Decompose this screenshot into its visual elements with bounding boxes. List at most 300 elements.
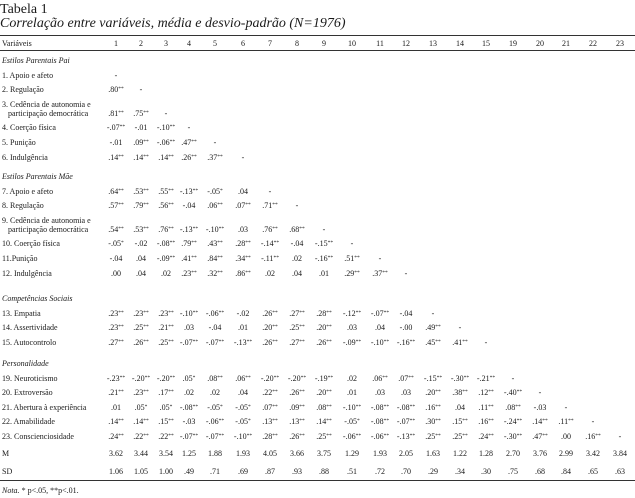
correlation-cell: -.04 [208,323,222,333]
significance-mark: ** [118,433,124,439]
correlation-cell [310,374,338,383]
cell-value: .26 [262,308,273,318]
correlation-cell [366,403,394,412]
significance-mark: ** [516,389,523,396]
cell-value: .23 [108,308,119,318]
cell-value: .28 [262,432,273,441]
stat-cell: 3.54 [159,449,173,458]
correlation-cell [175,269,203,278]
significance-mark: ** [355,338,362,345]
significance-mark: ** [192,187,199,194]
cell-value: -.10 [342,402,356,412]
row-label: 5. Punição [2,138,36,147]
cell-value: -.10 [370,337,384,347]
row-label: 19. Neuroticismo [2,373,58,383]
significance-mark: ** [542,433,548,439]
correlation-cell [283,225,311,234]
correlation-cell: - [295,201,299,211]
stat-cell: 3.66 [290,449,304,458]
significance-mark: ** [143,109,149,116]
correlation-cell [256,309,284,318]
correlation-cell [127,153,155,162]
significance-mark: * [356,418,360,425]
cell-value: -.16 [396,337,410,347]
header-column: 14 [456,39,464,48]
stat-cell: .75 [508,467,518,476]
significance-mark: ** [118,309,124,316]
significance-mark: ** [218,418,225,425]
correlation-cell [127,388,155,397]
table-subtitle: Correlação entre variáveis, média e desvio-padrão (N=1976) [0,16,346,31]
cell-value: .51 [344,254,355,263]
correlation-cell [102,323,130,332]
significance-mark: ** [326,324,332,331]
correlation-cell [579,432,607,441]
correlation-cell [102,85,130,94]
significance-mark: ** [382,374,388,381]
cell-value: -.15 [423,373,437,383]
correlation-cell [366,374,394,383]
significance-mark: ** [217,153,223,160]
cell-value: .47 [181,138,192,147]
correlation-cell [526,432,554,441]
significance-mark: ** [192,403,199,410]
correlation-cell: .01 [319,268,329,278]
cell-value: -.08 [156,239,170,249]
cell-value: .12 [478,388,489,398]
cell-value: .45 [425,337,436,347]
cell-value: -.07 [370,308,384,318]
correlation-cell: .03 [347,323,357,333]
correlation-cell [392,374,420,383]
correlation-cell: - [484,337,488,347]
correlation-cell [283,309,311,318]
correlation-cell [256,374,284,383]
correlation-cell [256,323,284,332]
correlation-cell [419,338,447,347]
correlation-cell [446,338,474,347]
correlation-cell [127,138,155,147]
cell-value: .14 [532,417,543,427]
cell-value: -.07 [205,432,219,441]
significance-mark: ** [462,418,468,425]
cell-value: .30 [425,417,436,427]
significance-mark: ** [299,225,305,232]
correlation-cell: .01 [347,388,357,398]
row-label: 20. Extroversão [2,388,53,398]
significance-mark: ** [168,389,174,396]
significance-mark: * [144,403,148,410]
correlation-cell [127,201,155,210]
correlation-cell [338,417,366,426]
cell-value: .37 [207,152,218,162]
row-label: 22. Amabilidade [2,417,55,427]
row-label: 11.Punição [2,254,38,263]
significance-mark: * [120,240,124,247]
significance-mark: ** [300,374,307,381]
correlation-cell: .04 [238,388,248,398]
stat-cell: .29 [428,467,438,476]
cell-value: .05 [182,373,193,383]
cell-value: .32 [207,268,218,278]
stat-cell: 1.93 [373,449,387,458]
significance-mark: ** [462,389,468,396]
stat-cell: .65 [588,467,598,476]
correlation-cell: - [511,373,515,383]
correlation-cell: - [591,417,595,427]
significance-mark: ** [119,124,126,131]
cell-value: .09 [289,402,300,412]
cell-value: -.06 [370,432,384,441]
significance-mark: * [192,374,196,381]
correlation-cell: .01 [238,323,248,333]
significance-mark: ** [272,225,278,232]
correlation-cell [229,374,257,383]
significance-mark: ** [435,418,441,425]
cell-value: .21 [158,323,169,333]
correlation-cell [102,153,130,162]
significance-mark: ** [218,225,225,232]
significance-mark: ** [408,374,414,381]
cell-value: .26 [262,337,273,347]
cell-value: .11 [478,402,489,412]
cell-value: .79 [133,201,144,211]
correlation-cell: .01 [111,402,121,412]
significance-mark: ** [168,187,174,194]
correlation-cell: - [213,138,217,147]
significance-mark: ** [245,240,251,247]
correlation-cell: .02 [265,268,275,278]
cell-value: .16 [585,432,596,441]
stat-cell: 1.00 [159,467,173,476]
correlation-cell [201,269,229,278]
significance-mark: ** [191,153,197,160]
correlation-cell: .02 [161,268,171,278]
cell-value: -.24 [503,417,517,427]
cell-value: .54 [108,224,119,234]
header-column: 5 [213,39,217,48]
significance-mark: ** [273,374,280,381]
significance-mark: ** [217,202,223,209]
header-column: 15 [482,39,490,48]
correlation-cell [446,432,474,441]
cell-value: .53 [133,224,144,234]
correlation-cell [499,432,527,441]
significance-mark: ** [273,240,280,247]
cell-value: .23 [133,308,144,318]
cell-value: -.06 [205,417,219,427]
cell-value: -.06 [342,432,356,441]
correlation-cell: -.01 [134,123,148,133]
correlation-cell [102,123,130,132]
cell-value: .57 [108,201,119,211]
significance-mark: ** [299,433,305,439]
cell-value: .08 [505,402,516,412]
significance-mark: ** [169,124,176,131]
cell-value: .07 [398,373,409,383]
significance-mark: ** [326,403,332,410]
cell-value: .23 [158,308,169,318]
cell-value: .28 [316,308,327,318]
correlation-cell [175,254,203,263]
significance-mark: ** [217,374,223,381]
correlation-cell [127,374,155,383]
correlation-cell [366,309,394,318]
significance-mark: ** [118,86,124,93]
cell-value: -.13 [179,224,193,234]
significance-mark: * [247,418,251,425]
cell-value: -.12 [342,308,356,318]
cell-value: .14 [133,152,144,162]
row-label: 23. Conscienciosidade [2,432,74,441]
correlation-cell [472,403,500,412]
significance-mark: ** [168,338,174,345]
correlation-cell [175,309,203,318]
cell-value: .14 [133,417,144,427]
stat-label: M [2,449,10,458]
correlation-cell [256,403,284,412]
cell-value: -.30 [450,373,464,383]
correlation-cell: - [164,108,168,118]
correlation-cell [102,201,130,210]
stat-cell: 2.05 [399,449,413,458]
correlation-cell: -.04 [399,308,413,318]
significance-mark: ** [409,338,416,345]
significance-mark: ** [383,418,390,425]
correlation-cell [102,225,130,234]
significance-mark: ** [272,202,278,209]
correlation-cell [229,254,257,263]
correlation-cell: - [350,239,354,249]
cell-value: .68 [289,224,300,234]
header-column: 11 [376,39,384,48]
stat-cell: 1.22 [453,449,467,458]
significance-mark: ** [488,403,494,410]
correlation-cell [310,254,338,263]
significance-mark: ** [168,202,174,209]
correlation-cell [201,153,229,162]
significance-mark: ** [118,153,124,160]
significance-mark: ** [435,433,441,439]
correlation-cell [392,403,420,412]
significance-mark: ** [272,324,278,331]
correlation-cell [127,338,155,347]
correlation-cell [127,417,155,426]
correlation-cell [229,269,257,278]
header-column: 1 [114,39,118,48]
correlation-cell: -.04 [182,201,196,211]
cell-value: .81 [108,108,119,118]
correlation-cell [283,388,311,397]
correlation-cell [310,403,338,412]
cell-value: -.05 [235,402,248,412]
cell-value: .22 [158,432,169,441]
header-column: 9 [322,39,326,48]
correlation-cell [283,374,311,383]
correlation-cell [256,254,284,263]
significance-mark: * [247,403,251,410]
cell-value: .20 [316,323,327,333]
cell-value: .64 [108,186,119,196]
significance-mark: ** [245,269,251,276]
cell-value: .06 [235,373,246,383]
correlation-cell [256,388,284,397]
table-note [2,486,79,495]
cell-value: .06 [372,373,383,383]
stat-cell: .88 [319,467,329,476]
stat-cell: .49 [184,467,194,476]
significance-mark: ** [168,418,174,425]
correlation-cell [446,374,474,383]
correlation-cell [310,388,338,397]
significance-mark: ** [169,240,176,247]
correlation-cell [201,403,229,412]
correlation-cell [201,374,229,383]
cell-value: -.07 [205,337,219,347]
section-label: Personalidade [2,359,49,368]
correlation-cell: .02 [347,373,357,383]
significance-mark: ** [118,109,124,116]
stat-cell: .68 [535,467,545,476]
correlation-cell [175,432,203,441]
significance-mark: ** [409,433,416,439]
cell-value: .25 [158,337,169,347]
significance-mark: ** [143,324,149,331]
significance-mark: * [219,187,223,194]
correlation-cell [201,417,229,426]
significance-mark: ** [435,389,441,396]
correlation-cell [552,417,580,426]
correlation-cell [201,187,229,196]
correlation-cell: .02 [292,254,302,263]
cell-value: .79 [181,239,192,249]
correlation-cell [201,432,229,441]
correlation-cell [102,239,130,248]
correlation-cell [102,338,130,347]
significance-mark: ** [542,418,548,425]
bottom-rule [0,480,635,481]
correlation-cell [127,323,155,332]
row-label: 13. Empatia [2,308,41,318]
cell-value: .08 [316,402,327,412]
significance-mark: ** [488,389,494,396]
cell-value: .25 [452,432,463,441]
correlation-cell [102,432,130,441]
cell-value: .84 [207,254,218,263]
significance-mark: ** [435,338,441,345]
significance-mark: ** [299,389,305,396]
cell-value: .26 [289,388,300,398]
correlation-cell [175,374,203,383]
significance-mark: ** [191,139,197,145]
header-column: 10 [348,39,356,48]
correlation-cell [338,432,366,441]
correlation-cell [366,338,394,347]
significance-mark: ** [245,202,251,209]
significance-mark: ** [272,309,278,316]
significance-mark: ** [192,225,199,232]
significance-mark: ** [168,225,174,232]
significance-mark: ** [409,403,416,410]
cell-value: .41 [452,337,463,347]
significance-mark: ** [168,309,174,316]
significance-mark: ** [488,433,494,439]
significance-mark: ** [382,269,388,276]
correlation-cell [201,338,229,347]
stat-cell: .87 [265,467,275,476]
header-column: 4 [187,39,191,48]
correlation-cell: -.02 [236,308,250,318]
table-title: Tabela 1 [0,2,48,17]
section-label: Estilos Parentais Pai [2,56,70,65]
section-label: Estilos Parentais Mãe [2,172,73,181]
significance-mark: ** [568,418,574,425]
cell-value: -.05 [207,186,220,196]
correlation-cell [127,309,155,318]
correlation-cell [256,432,284,441]
cell-value: .24 [478,432,489,441]
stat-cell: .72 [375,467,385,476]
significance-mark: ** [272,418,278,425]
significance-mark: ** [327,240,334,247]
stat-cell: 3.42 [586,449,600,458]
header-column: 2 [139,39,143,48]
row-label: 7. Apoio e afeto [2,186,54,196]
correlation-cell [256,239,284,248]
significance-mark: ** [143,153,149,160]
correlation-cell: - [378,254,382,263]
correlation-cell: - [241,152,245,162]
significance-mark: ** [326,389,332,396]
cell-value: -.40 [503,388,517,398]
significance-mark: ** [168,153,174,160]
header-column: 13 [429,39,437,48]
cell-value: .14 [108,152,119,162]
significance-mark: ** [191,255,197,261]
row-label: 21. Abertura à experiência [2,402,87,412]
cell-value: .29 [344,268,355,278]
cell-value: -.13 [233,337,247,347]
correlation-cell: .02 [210,388,220,398]
correlation-cell [175,153,203,162]
row-label: 10. Coerção física [2,239,60,249]
correlation-cell [338,309,366,318]
significance-mark: ** [118,187,124,194]
correlation-cell [283,417,311,426]
header-column: 23 [616,39,624,48]
significance-mark: ** [383,309,390,316]
correlation-cell [201,201,229,210]
stat-cell: 3.75 [317,449,331,458]
cell-value: .25 [133,323,144,333]
significance-mark: ** [143,202,149,209]
stat-cell: 3.76 [533,449,547,458]
cell-value: -.08 [370,402,384,412]
cell-value: .49 [425,323,436,333]
stat-cell: .63 [615,467,625,476]
significance-mark: ** [326,338,332,345]
cell-value: -.10 [205,224,219,234]
correlation-cell [102,374,130,383]
cell-value: .08 [207,373,218,383]
significance-mark: ** [327,374,334,381]
significance-mark: ** [118,338,124,345]
cell-value: .24 [108,432,119,441]
significance-mark: ** [245,255,251,261]
correlation-cell [366,417,394,426]
correlation-cell [229,417,257,426]
cell-value: .20 [316,388,327,398]
